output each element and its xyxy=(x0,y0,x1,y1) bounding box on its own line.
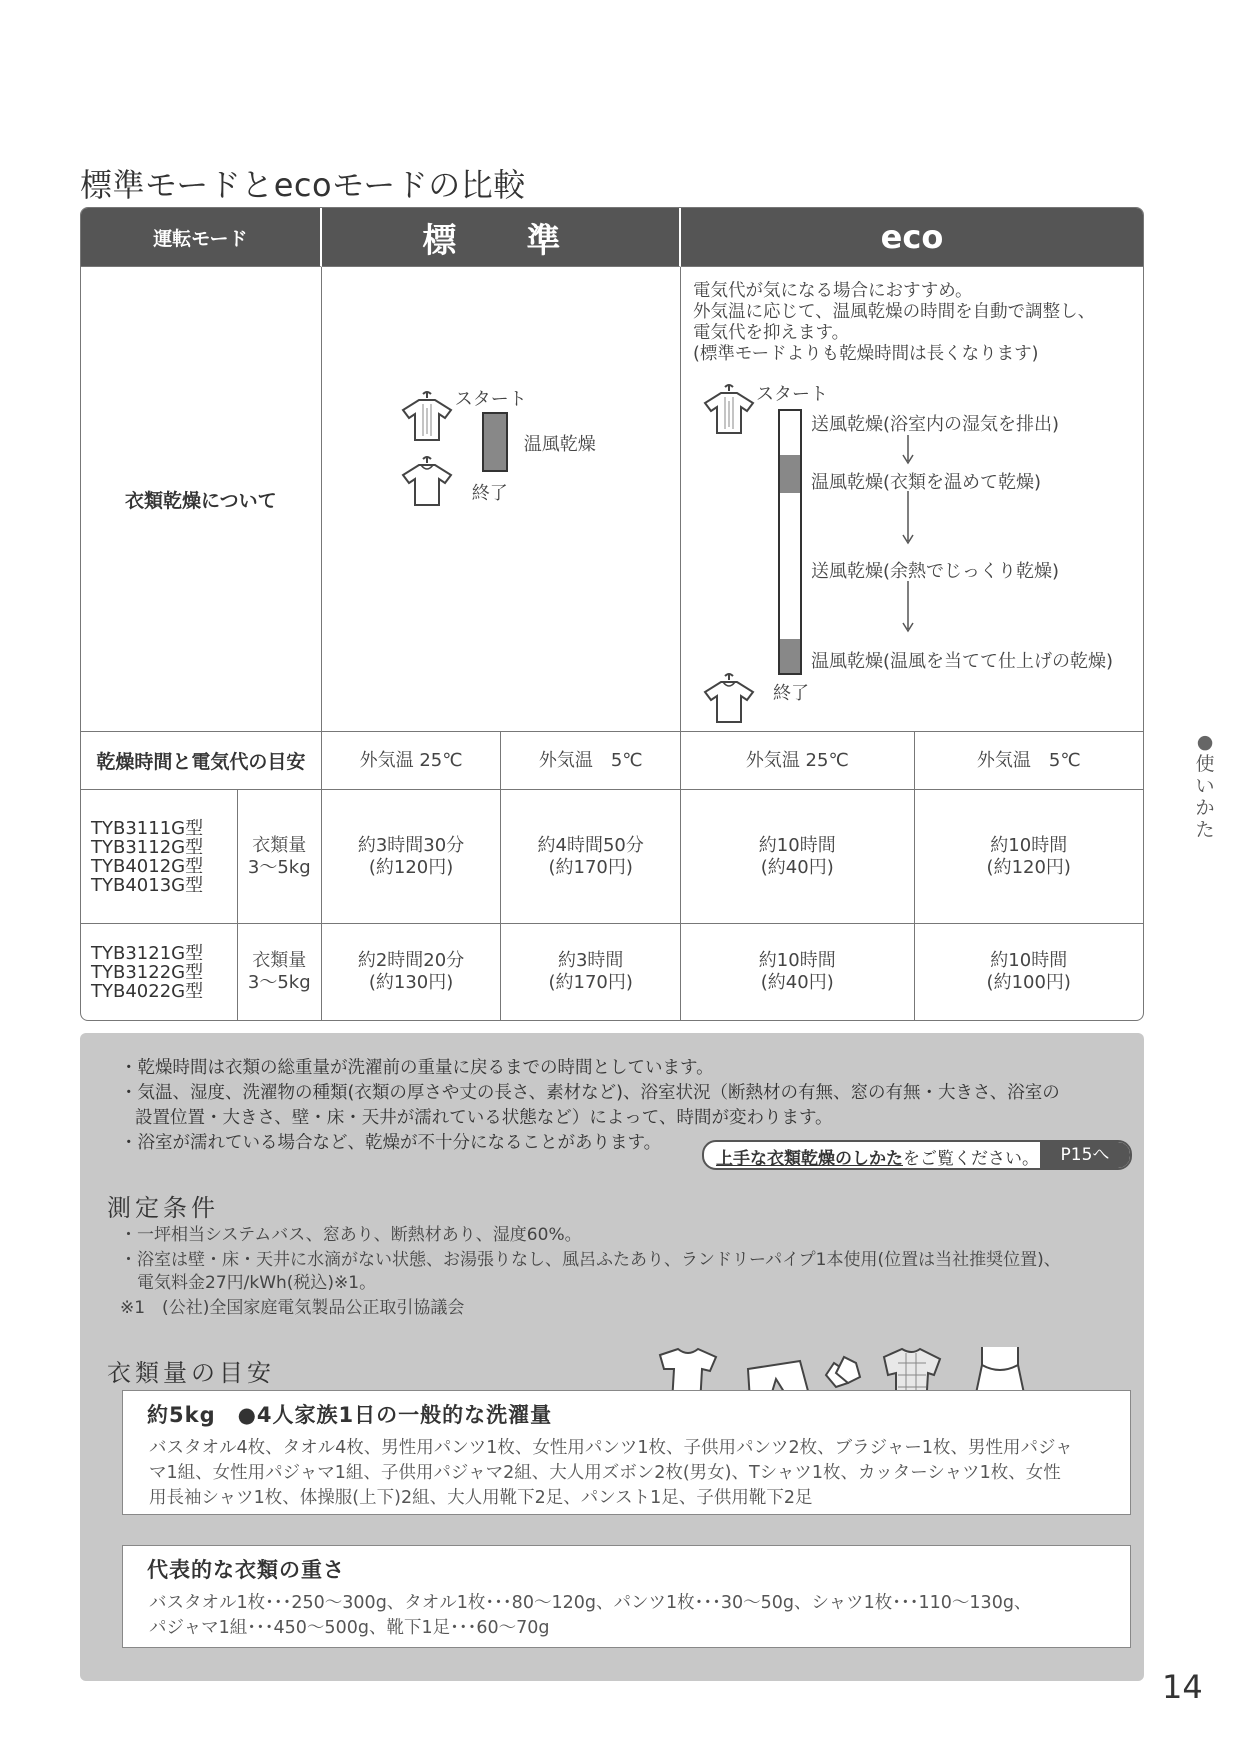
value-cell: 約3時間 (約170円) xyxy=(501,924,681,1020)
time-col-eco-25: 外気温 25℃ xyxy=(681,732,914,790)
table-row xyxy=(81,790,1143,924)
std-step-label: 温風乾燥 xyxy=(523,434,596,455)
eco-step-1: 送風乾燥(浴室内の湿気を排出) xyxy=(811,414,1060,435)
eco-arrows xyxy=(901,433,915,643)
note-3: 設置位置・大きさ、壁・床・天井が濡れている状態など）によって、時間が変わります。 xyxy=(135,1108,833,1128)
table-header-row xyxy=(81,208,1143,267)
shirt-wet-icon xyxy=(397,390,457,444)
clothes-weight-header: 代表的な衣類の重さ xyxy=(147,1558,345,1582)
condition-1: ・一坪相当システムバス、窓あり、断熱材あり、湿度60%。 xyxy=(120,1225,582,1245)
page-number: 14 xyxy=(1162,1668,1203,1706)
page-title: 標準モードとecoモードの比較 xyxy=(80,166,526,204)
drying-row-label: 衣類乾燥について xyxy=(81,267,322,732)
condition-3: 電気料金27円/kWh(税込)※1。 xyxy=(137,1273,377,1293)
value-cell: 約10時間 (約40円) xyxy=(681,790,914,924)
eco-description: 電気代が気になる場合におすすめ。 外気温に応じて、温風乾燥の時間を自動で調整し、 電気代を抑えます。 (標準モードよりも乾燥時間は長くなります) xyxy=(693,281,1096,364)
reference-rest: をご覧ください。 xyxy=(903,1149,1039,1169)
eco-step-4: 温風乾燥(温風を当てて仕上げの乾燥) xyxy=(811,651,1114,672)
header-standard: 標 準 xyxy=(322,208,681,267)
condition-2: ・浴室は壁・床・天井に水滴がない状態、お湯張りなし、風呂ふたあり、ランドリーパイプ1本使用(位置は当社推奨位置)、 xyxy=(120,1250,1061,1270)
reference-bold: 上手な衣類乾燥のしかた xyxy=(716,1149,903,1169)
value-cell: 約4時間50分 (約170円) xyxy=(501,790,681,924)
model-list-1: TYB3111G型 TYB3112G型 TYB4012G型 TYB4013G型 xyxy=(81,790,238,924)
value-cell: 約3時間30分 (約120円) xyxy=(322,790,502,924)
drying-row xyxy=(81,267,1143,732)
model-list-2: TYB3121G型 TYB3122G型 TYB4022G型 xyxy=(81,924,238,1020)
laundry-amount-line-3: 用長袖シャツ1枚、体操服(上下)2組、大人用靴下2足、パンスト1足、子供用靴下2足 xyxy=(149,1488,813,1508)
time-header-row xyxy=(81,732,1143,790)
eco-diagram-cell xyxy=(681,267,1143,732)
std-warm-bar xyxy=(482,412,508,472)
value-cell: 約2時間20分 (約130円) xyxy=(322,924,502,1020)
eco-timeline-bar xyxy=(778,409,802,675)
note-2: ・気温、湿度、洗濯物の種類(衣類の厚さや丈の長さ、素材など)、浴室状況（断熱材の有無、窓の有無・大きさ、浴室の xyxy=(120,1083,1060,1103)
value-cell: 約10時間 (約40円) xyxy=(681,924,914,1020)
value-cell: 約10時間 (約120円) xyxy=(915,790,1144,924)
value-cell: 約10時間 (約100円) xyxy=(986,950,1071,993)
header-eco: eco xyxy=(681,208,1143,267)
standard-diagram-cell xyxy=(322,267,681,732)
laundry-amount-header: 約5kg ●4人家族1日の一般的な洗濯量 xyxy=(147,1403,553,1427)
clothes-weight-line-2: パジャマ1組･･･450～500g、靴下1足･･･60～70g xyxy=(149,1618,550,1638)
table-row xyxy=(81,924,1143,1020)
std-end-label: 終了 xyxy=(471,483,508,504)
std-start-label: スタート xyxy=(454,389,527,410)
time-col-std-25: 外気温 25℃ xyxy=(322,732,502,790)
eco-shirt-wet-icon xyxy=(699,383,759,437)
shirt-dry-icon xyxy=(397,455,457,509)
clothes-weight-line-1: バスタオル1枚･･･250～300g、タオル1枚･･･80～120g、パンツ1枚･･･30～50g、シャツ1枚･･･110～130g、 xyxy=(149,1593,1032,1613)
laundry-amount-line-2: マ1組、女性用パジャマ1組、子供用パジャマ2組、大人用ズボン2枚(男女)、Tシャツ1枚、カッターシャツ1枚、女性 xyxy=(149,1463,1061,1483)
eco-shirt-dry-icon xyxy=(699,672,759,726)
socks-icon xyxy=(826,1357,860,1387)
time-col-std-5: 外気温 5℃ xyxy=(501,732,681,790)
time-header-label: 乾燥時間と電気代の目安 xyxy=(81,732,322,790)
header-mode: 運転モード xyxy=(81,208,322,267)
laundry-amount-box xyxy=(122,1390,1131,1515)
laundry-amount-line-1: バスタオル4枚、タオル4枚、男性用パンツ1枚、女性用パンツ1枚、子供用パンツ2枚、ブラジャー1枚、男性用パジャ xyxy=(149,1438,1073,1458)
amount-2: 衣類量 3～5kg xyxy=(238,924,322,1020)
eco-step-2: 温風乾燥(衣類を温めて乾燥) xyxy=(811,472,1042,493)
reference-link[interactable] xyxy=(702,1140,1132,1170)
eco-warm-segment-1 xyxy=(780,455,800,493)
eco-start-label: スタート xyxy=(756,384,829,405)
eco-warm-segment-2 xyxy=(780,639,800,673)
comparison-table xyxy=(80,207,1144,1021)
clothes-weight-box xyxy=(122,1545,1131,1648)
conditions-footnote: ※1 (公社)全国家庭電気製品公正取引協議会 xyxy=(120,1298,465,1318)
note-4: ・浴室が濡れている場合など、乾燥が不十分になることがあります。 xyxy=(120,1133,662,1153)
laundry-title: 衣類量の目安 xyxy=(107,1359,275,1387)
eco-step-3: 送風乾燥(余熱でじっくり乾燥) xyxy=(811,561,1060,582)
time-col-eco-5: 外気温 5℃ xyxy=(915,732,1144,790)
eco-end-label: 終了 xyxy=(773,683,810,704)
amount-1: 衣類量 3～5kg xyxy=(238,790,322,924)
conditions-title: 測定条件 xyxy=(107,1194,219,1222)
reference-page: P15へ xyxy=(1040,1142,1130,1168)
side-section-label: ● 使 い か た xyxy=(1195,731,1215,841)
note-1: ・乾燥時間は衣類の総重量が洗濯前の重量に戻るまでの時間としています。 xyxy=(120,1058,714,1078)
